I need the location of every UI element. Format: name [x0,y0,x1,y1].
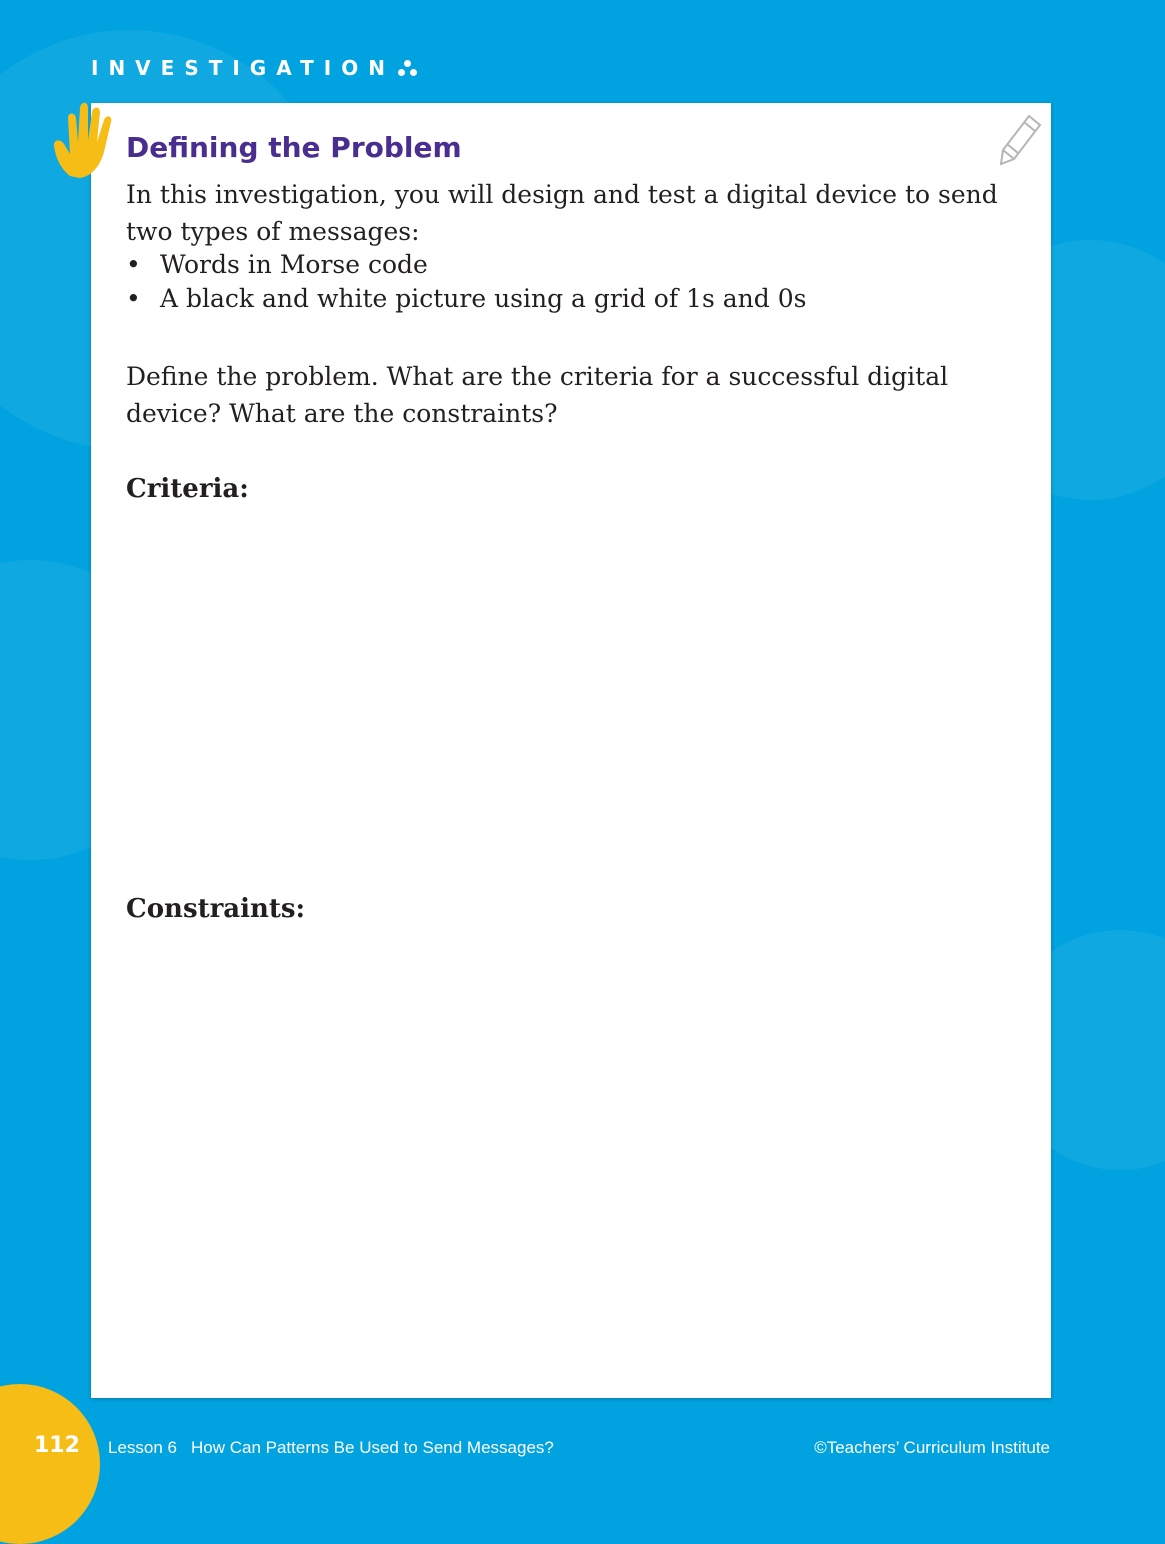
copyright: ©Teachers’ Curriculum Institute [814,1438,1050,1457]
page-number: 112 [34,1433,80,1458]
section-header [91,56,419,80]
pencil-icon [995,108,1047,166]
dots-icon [397,57,419,79]
lesson-number: Lesson 6 [108,1438,177,1457]
list-item: • Words in Morse code [126,250,428,279]
criteria-label: Criteria: [126,474,249,504]
hand-icon [50,98,122,178]
intro-line: In this investigation, you will design and test a digital device to send [126,180,998,209]
page-title: Defining the Problem [126,131,462,164]
section-label: INVESTIGATION [91,56,395,80]
lesson-title: How Can Patterns Be Used to Send Messages? [191,1438,554,1457]
intro-line: two types of messages: [126,217,420,246]
footer-lesson [108,1438,554,1458]
page-corner-badge [0,1384,100,1544]
list-item: • A black and white picture using a grid of 1s and 0s [126,284,807,313]
prompt-paragraph [126,358,1006,432]
intro-paragraph [126,176,1006,250]
message-types-list [126,248,806,316]
prompt-line: Define the problem. What are the criteria for a successful digital [126,362,949,391]
prompt-line: device? What are the constraints? [126,399,558,428]
constraints-label: Constraints: [126,894,306,924]
